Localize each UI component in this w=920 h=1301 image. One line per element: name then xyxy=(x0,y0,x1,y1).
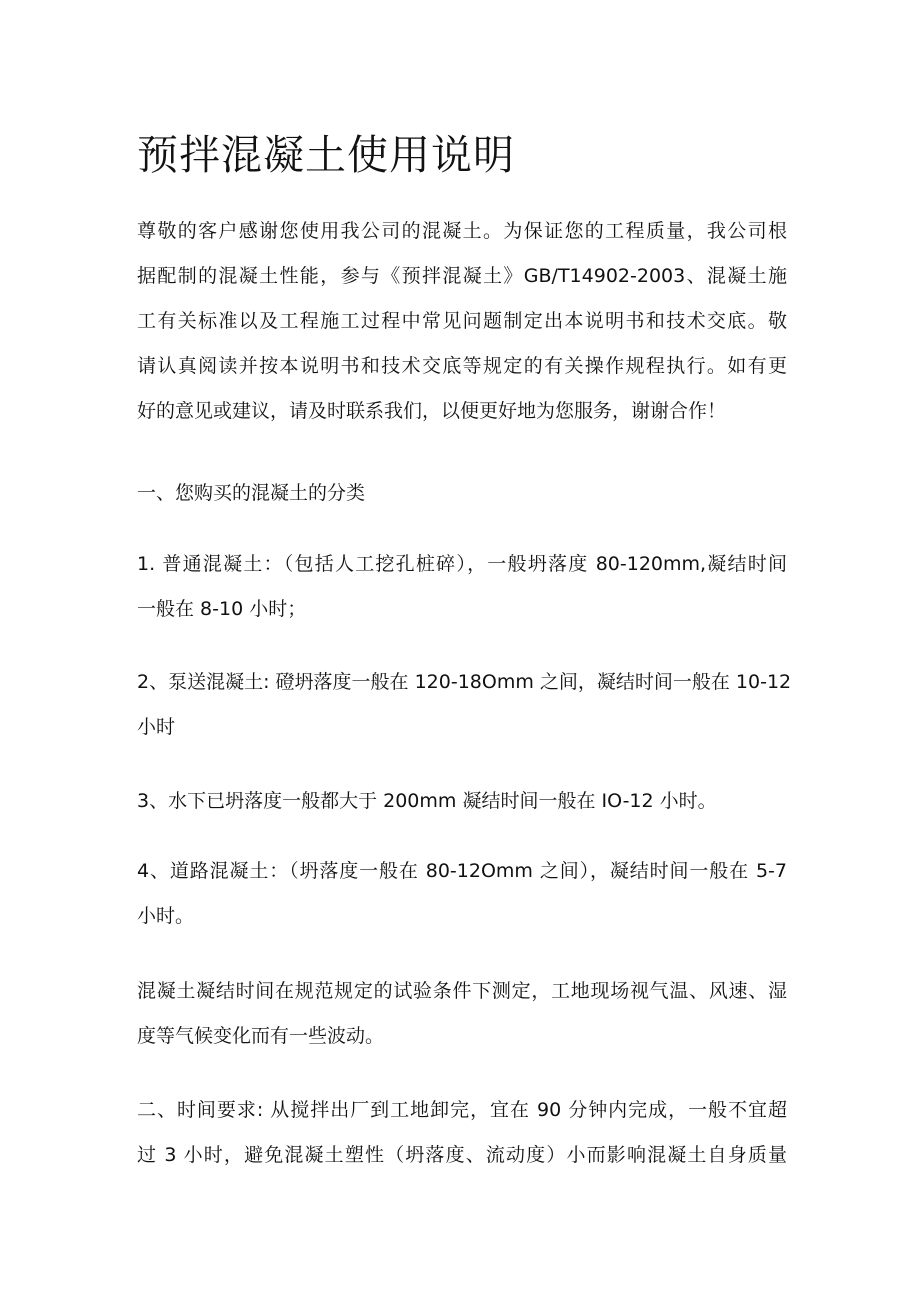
note-line: 度等气候变化而有一些波动。 xyxy=(137,1025,385,1047)
item-line: 2、泵送混凝土: 磴坍落度一般在 120-18Omm 之间，凝结时间一般在 10-12 xyxy=(137,671,792,693)
intro-line: 据配制的混凝土性能，参与《预拌混凝土》GB/T14902-2003、混凝土施 xyxy=(137,265,787,287)
setting-time-note xyxy=(137,969,787,1059)
section-heading-classification xyxy=(137,471,787,516)
heading-line: 一、您购买的混凝土的分类 xyxy=(137,482,366,504)
list-item-ordinary-concrete xyxy=(137,542,787,632)
intro-line: 请认真阅读并按本说明书和技术交底等规定的有关操作规程执行。如有更 xyxy=(137,355,787,377)
item-line: 小时 xyxy=(137,716,176,738)
list-item-road-concrete xyxy=(137,849,787,939)
section-time-requirements xyxy=(137,1088,787,1178)
section-line: 二、时间要求: 从搅拌出厂到工地卸完，宜在 90 分钟内完成，一般不宜超 xyxy=(137,1099,787,1121)
item-line: 一般在 8-10 小时； xyxy=(137,598,307,620)
list-item-pumped-concrete xyxy=(137,660,792,750)
intro-paragraph xyxy=(137,209,787,434)
list-item-underwater-concrete xyxy=(137,779,787,824)
intro-line: 好的意见或建议，请及时联系我们，以便更好地为您服务，谢谢合作！ xyxy=(137,400,727,422)
section-line: 过 3 小时，避免混凝土塑性（坍落度、流动度）小而影响混凝土自身质量 xyxy=(137,1144,787,1166)
intro-line: 工有关标准以及工程施工过程中常见问题制定出本说明书和技术交底。敬 xyxy=(137,310,787,332)
item-line: 小时。 xyxy=(137,905,195,927)
item-line: 4、道路混凝土：（坍落度一般在 80-12Omm 之间），凝结时间一般在 5-7 xyxy=(137,860,787,882)
intro-line: 尊敬的客户感谢您使用我公司的混凝土。为保证您的工程质量，我公司根 xyxy=(137,220,787,242)
note-line: 混凝土凝结时间在规范规定的试验条件下测定，工地现场视气温、风速、湿 xyxy=(137,980,787,1002)
item-line: 3、水下已坍落度一般都大于 200mm 凝结时间一般在 IO-12 小时。 xyxy=(137,790,717,812)
page-title: 预拌混凝土使用说明 xyxy=(137,131,515,179)
item-line: 1. 普通混凝土：（包括人工挖孔桩碎），一般坍落度 80-120mm,凝结时间 xyxy=(137,553,787,575)
